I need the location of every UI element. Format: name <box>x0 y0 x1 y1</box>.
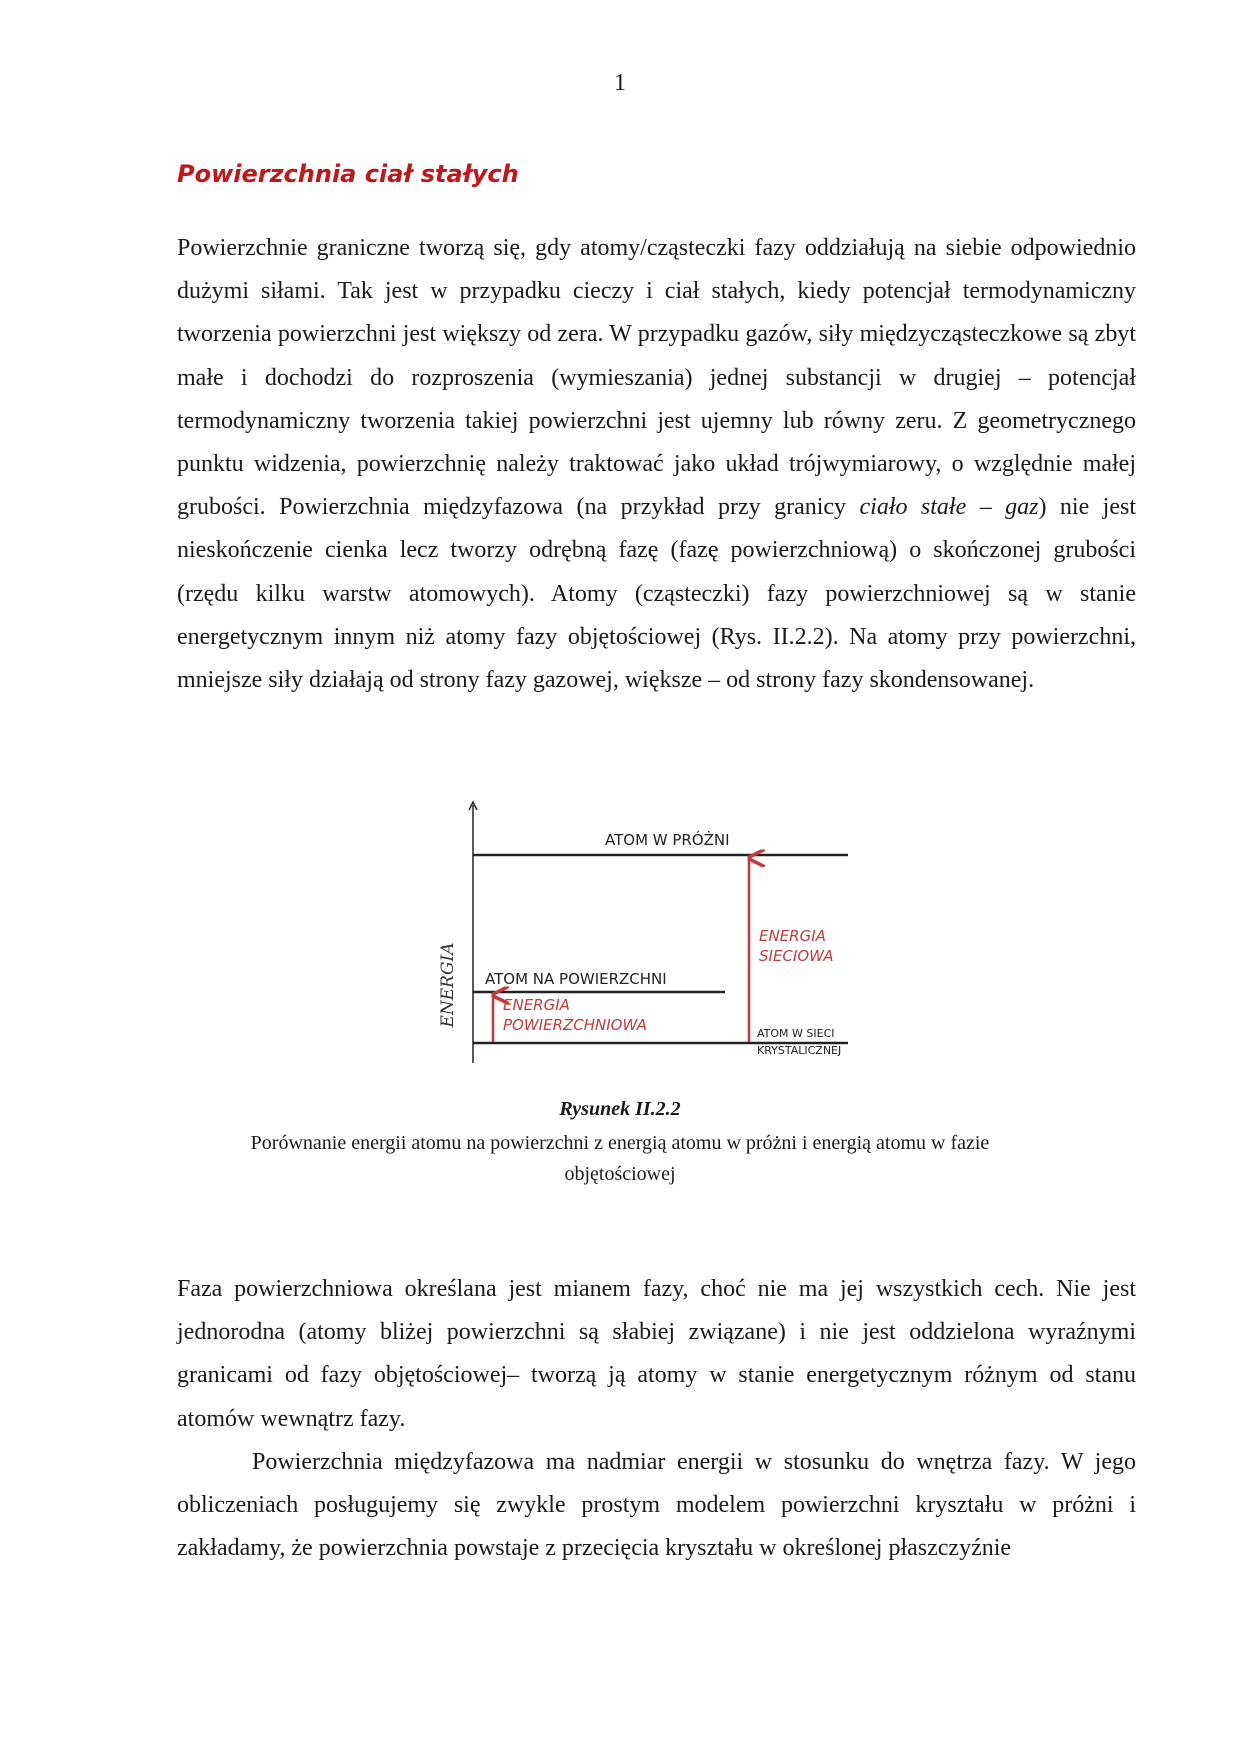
figure-caption-text: Porównanie energii atomu na powierzchni z energią atomu w próżni i energią atomu w fazie objętościowej <box>250 1132 990 1185</box>
paragraph-1-text-a: Powierzchnie graniczne tworzą się, gdy atomy/cząsteczki fazy oddziałują na siebie odpowiednio dużymi siłami. Tak jest w przypadku cieczy i ciał stałych, kiedy potencjał termodynamiczny tworzenia powierzchni jest większy od zera. W przypadku gazów, siły międzycząsteczkowe są zbyt małe i dochodzi do rozproszenia (wymieszania) jednej substancji w drugiej – potencjał termodynamiczny tworzenia takiej powierzchni jest ujemny lub równy zeru. Z geometrycznego punktu widzenia, powierzchnię należy traktować jako układ trójwymiarowy, o względnie małej grubości. Powierzchnia międzyfazowa (na przykład przy granicy <box>177 235 1136 521</box>
paragraph-1 <box>177 227 1136 702</box>
figure-caption-title: Rysunek II.2.2 <box>559 1098 681 1120</box>
level-surface-label: ATOM NA POWIERZCHNI <box>485 970 667 988</box>
energy-diagram <box>420 795 880 1075</box>
paragraph-1-italic: ciało stałe – gaz <box>859 494 1039 521</box>
surface-energy-label-1: ENERGIA <box>503 996 570 1014</box>
axis-label: ENERGIA <box>438 942 458 1028</box>
level-vacuum-label: ATOM W PRÓŻNI <box>605 831 730 849</box>
lattice-energy-label-2: SIECIOWA <box>759 947 834 965</box>
paragraph-2: Faza powierzchniowa określana jest mianem fazy, choć nie ma jej wszystkich cech. Nie jest jednorodna (atomy bliżej powierzchni są słabiej związane) i nie jest oddzielona wyraźnymi granicami od fazy objętościowej– tworzą ją atomy w stanie energetycznym różnym od stanu atomów wewnątrz fazy. <box>177 1276 1136 1432</box>
paragraph-3: Powierzchnia międzyfazowa ma nadmiar energii w stosunku do wnętrza fazy. W jego obliczeniach posługujemy się zwykle prostym modelem powierzchni kryształu w próżni i zakładamy, że powierzchnia powstaje z przecięcia kryształu w określonej płaszczyźnie <box>177 1449 1136 1562</box>
section-title: Powierzchnia ciał stałych <box>177 160 519 188</box>
lattice-energy-label-1: ENERGIA <box>759 927 826 945</box>
page-number: 1 <box>614 70 626 96</box>
level-lattice-label-1: ATOM W SIECI <box>757 1027 835 1040</box>
level-lattice-label-2: KRYSTALICZNEJ <box>757 1044 842 1057</box>
surface-energy-label-2: POWIERZCHNIOWA <box>503 1016 647 1034</box>
paragraph-1-text-b: ) nie jest nieskończenie cienka lecz tworzy odrębną fazę (fazę powierzchniową) o skończonej grubości (rzędu kilku warstw atomowych). Atomy (cząsteczki) fazy powierzchniowej są w stanie energetycznym innym niż atomy fazy objętościowej (Rys. II.2.2). Na atomy przy powierzchni, mniejsze siły działają od strony fazy gazowej, większe – od strony fazy skondensowanej. <box>177 494 1137 694</box>
